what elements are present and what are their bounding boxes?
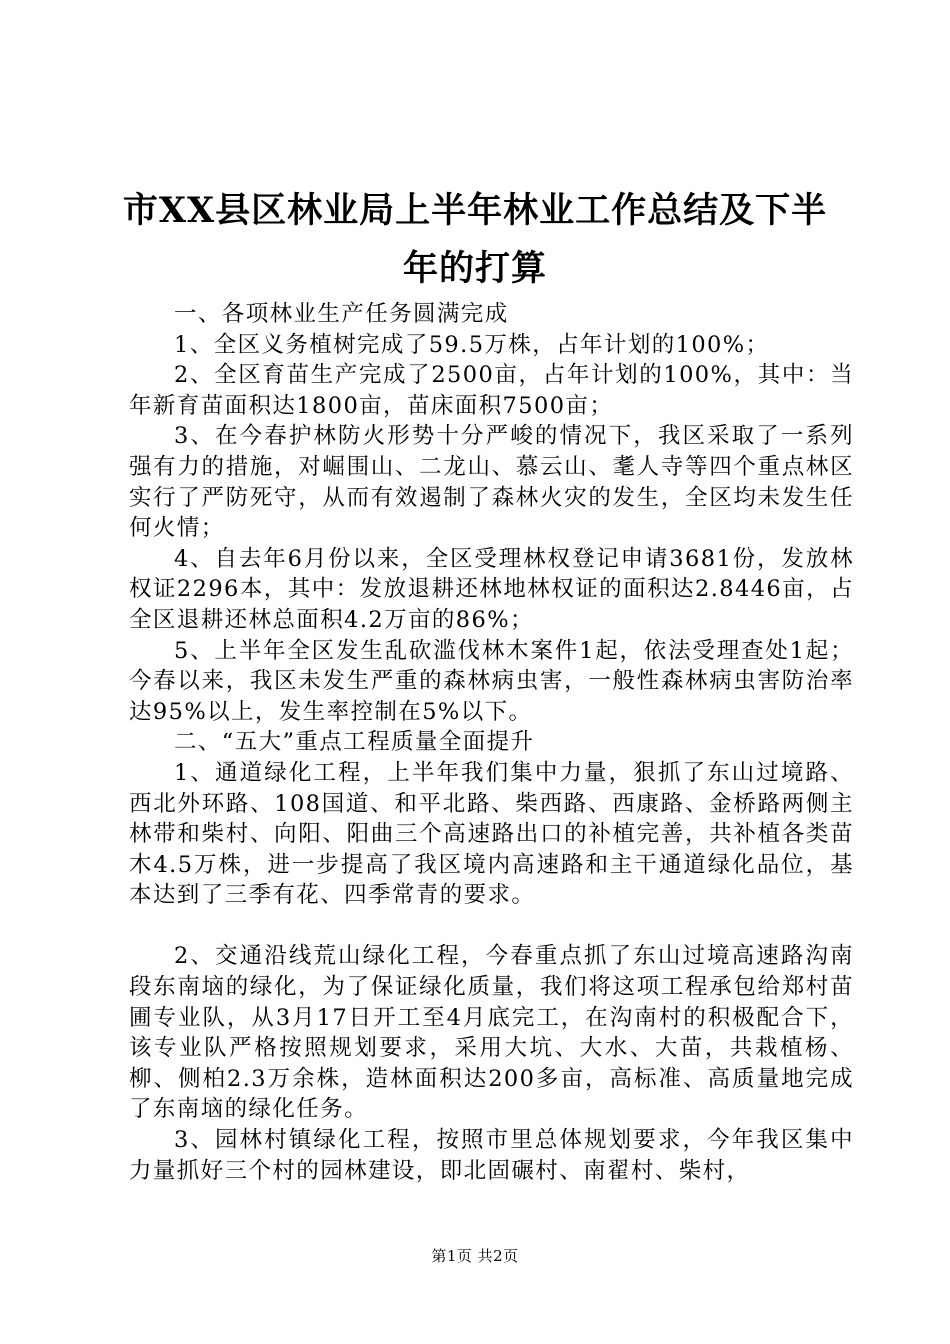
document-body xyxy=(129,299,854,1186)
section-heading-2: 二、“五大”重点工程质量全面提升 xyxy=(174,729,535,756)
section-heading-1: 一、各项林业生产任务圆满完成 xyxy=(174,301,509,327)
blank-line xyxy=(129,911,854,942)
document-title xyxy=(100,182,850,298)
title-line-1: 市XX县区林业局上半年林业工作总结及下半 xyxy=(122,190,828,231)
paragraph-2-1: 1、通道绿化工程，上半年我们集中力量，狠抓了东山过境路、西北外环路、108国道、和平北路、柴西路、西康路、金桥路两侧主林带和柴村、向阳、阳曲三个高速路出口的补植完善，共补植各类苗木4.5万株，进一步提高了我区境内高速路和主干通道绿化品位，基本达到了三季有花、四季常青的要求。 xyxy=(129,759,854,909)
title-line-2: 年的打算 xyxy=(402,248,547,289)
paragraph-1-1: 1、全区义务植树完成了59.5万株，占年计划的100%； xyxy=(174,331,770,358)
paragraph-1-3: 3、在今春护林防火形势十分严峻的情况下，我区采取了一系列强有力的措施，对崛围山、二龙山、慕云山、耄人寺等四个重点林区实行了严防死守，从而有效遏制了森林火灾的发生，全区均未发生任何火情； xyxy=(129,423,854,542)
paragraph-1-2: 2、全区育苗生产完成了2500亩，占年计划的100%，其中：当年新育苗面积达1800亩，苗床面积7500亩； xyxy=(129,362,854,419)
paragraph-1-5: 5、上半年全区发生乱砍滥伐林木案件1起，依法受理查处1起；今春以来，我区未发生严重的森林病虫害，一般性森林病虫害防治率达95%以上，发生率控制在5%以下。 xyxy=(129,637,854,725)
page-footer: 第1页 共2页 xyxy=(431,1247,519,1265)
paragraph-2-2: 2、交通沿线荒山绿化工程，今春重点抓了东山过境高速路沟南段东南垴的绿化，为了保证绿化质量，我们将这项工程承包给郑村苗圃专业队，从3月17日开工至4月底完工，在沟南村的积极配合下，该专业队严格按照规划要求，采用大坑、大水、大苗，共栽植杨、柳、侧柏2.3万余株，造林面积达200多亩，高标准、高质量地完成了东南垴的绿化任务。 xyxy=(129,943,854,1123)
paragraph-2-3: 3、园林村镇绿化工程，按照市里总体规划要求，今年我区集中力量抓好三个村的园林建设，即北固碾村、南翟村、柴村， xyxy=(129,1127,854,1184)
paragraph-1-4: 4、自去年6月份以来，全区受理林权登记申请3681份，发放林权证2296本，其中：发放退耕还林地林权证的面积达2.8446亩，占全区退耕还林总面积4.2万亩的86%； xyxy=(129,545,854,633)
